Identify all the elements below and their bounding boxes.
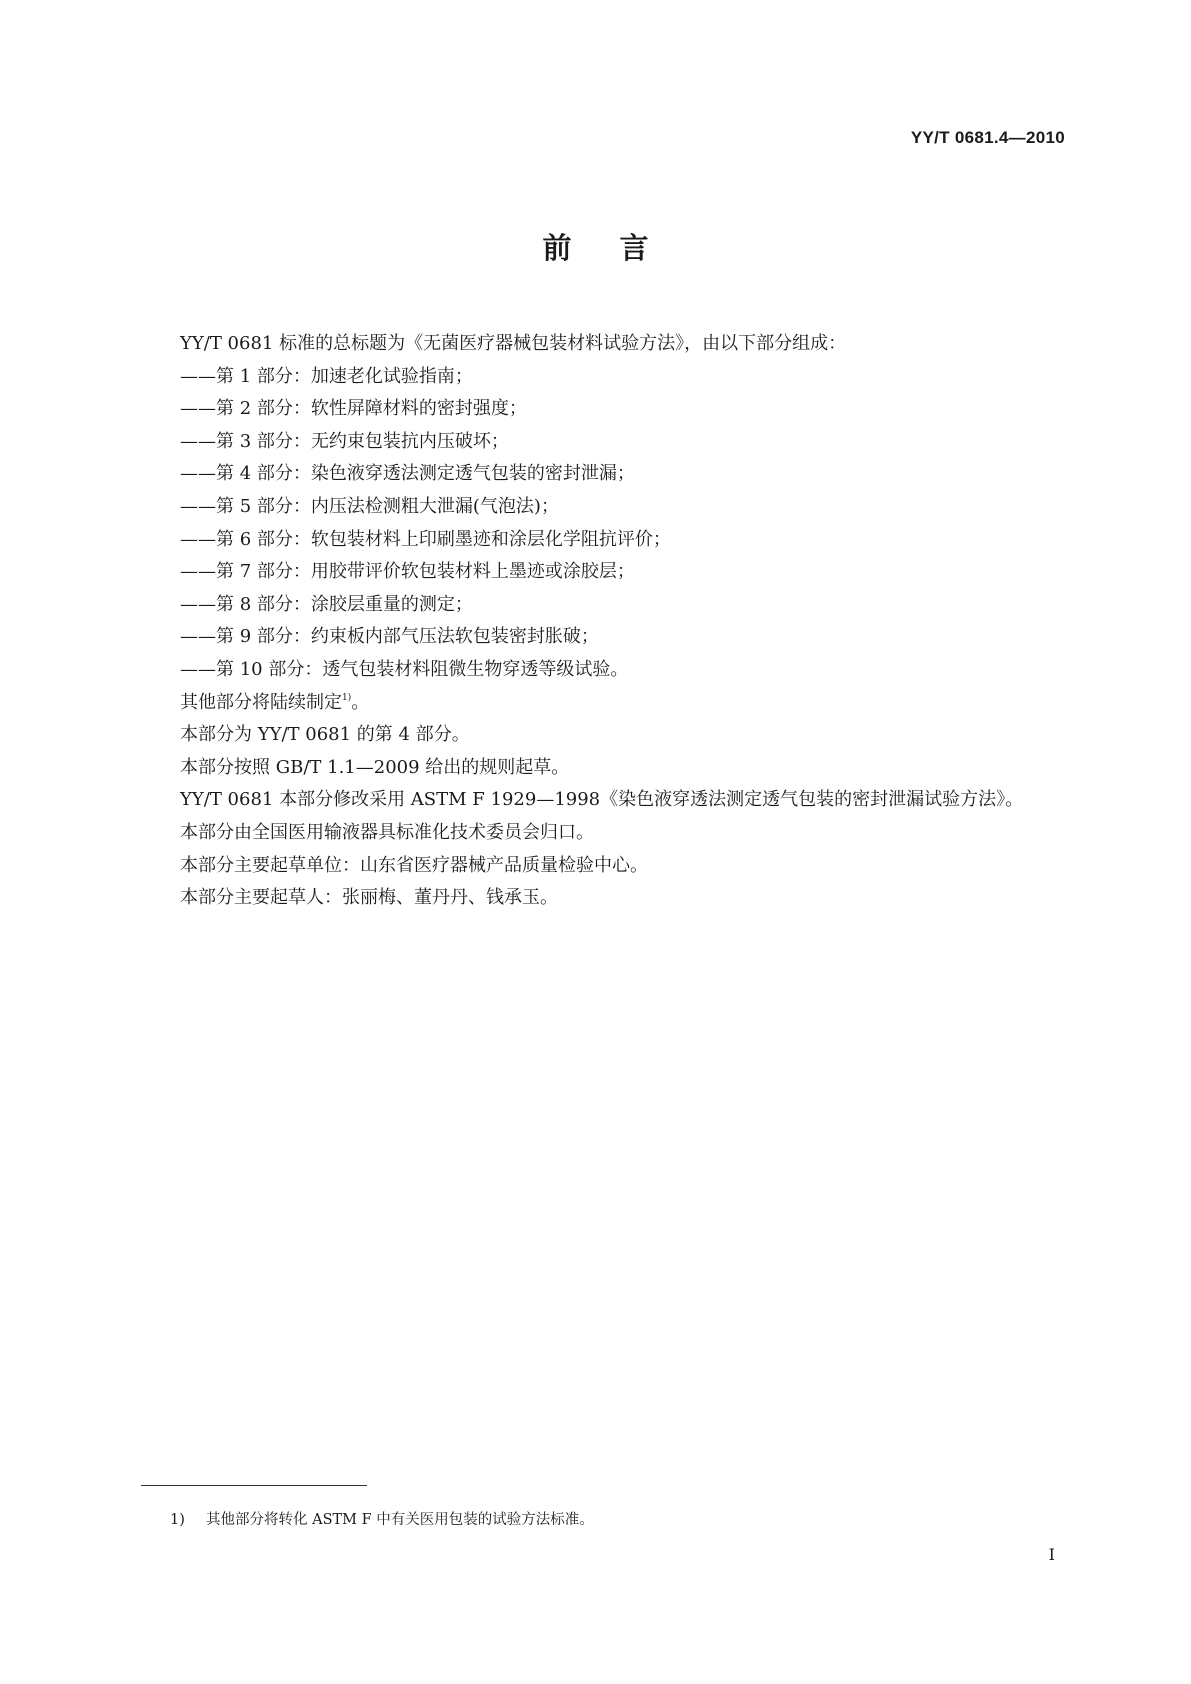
part-list-item: ——第 1 部分：加速老化试验指南； <box>180 365 473 387</box>
committee-paragraph: 本部分由全国医用输液器具标准化技术委员会归口。 <box>180 821 594 843</box>
footnote-text: 其他部分将转化 ASTM F 中有关医用包装的试验方法标准。 <box>206 1512 594 1528</box>
part-list-item: ——第 7 部分：用胶带评价软包装材料上墨迹或涂胶层； <box>180 561 635 583</box>
adoption-paragraph: YY/T 0681 本部分修改采用 ASTM F 1929—1998《染色液穿透法测定透气包装的密封泄漏试验方法》。 <box>180 789 1024 811</box>
page-number: I <box>1048 1545 1055 1564</box>
footnote-divider <box>141 1485 367 1486</box>
part-list-item: ——第 6 部分：软包装材料上印刷墨迹和涂层化学阻抗评价； <box>180 528 671 550</box>
part-list-item: ——第 4 部分：染色液穿透法测定透气包装的密封泄漏； <box>180 463 635 485</box>
other-parts-end: 。 <box>351 691 370 713</box>
part-list-item: ——第 3 部分：无约束包装抗内压破坏； <box>180 430 509 452</box>
part-list-item: ——第 10 部分：透气包装材料阻微生物穿透等级试验。 <box>180 658 629 680</box>
footnote-mark: 1) <box>170 1512 185 1528</box>
intro-paragraph: YY/T 0681 标准的总标题为《无菌医疗器械包装材料试验方法》，由以下部分组成： <box>180 333 847 354</box>
drafting-rules-paragraph: 本部分按照 GB/T 1.1—2009 给出的规则起草。 <box>180 756 570 778</box>
standard-code: YY/T 0681.4—2010 <box>910 128 1065 147</box>
part-list-item: ——第 9 部分：约束板内部气压法软包装密封胀破； <box>180 626 599 648</box>
part-list-item: ——第 2 部分：软性屏障材料的密封强度； <box>180 398 527 420</box>
part-list-item: ——第 5 部分：内压法检测粗大泄漏(气泡法)； <box>180 495 559 517</box>
other-parts-text: 其他部分将陆续制定 <box>180 691 342 713</box>
drafters-paragraph: 本部分主要起草人：张丽梅、董丹丹、钱承玉。 <box>180 887 558 909</box>
other-parts-paragraph <box>141 687 1066 720</box>
footnote-reference[interactable]: 1) <box>342 692 352 703</box>
this-part-paragraph: 本部分为 YY/T 0681 的第 4 部分。 <box>180 724 470 746</box>
foreword-body <box>141 328 1066 915</box>
part-list-item: ——第 8 部分：涂胶层重量的测定； <box>180 593 473 615</box>
footnote <box>170 1509 594 1531</box>
drafting-unit-paragraph: 本部分主要起草单位：山东省医疗器械产品质量检验中心。 <box>180 854 648 876</box>
page-title: 前言 <box>542 231 697 265</box>
